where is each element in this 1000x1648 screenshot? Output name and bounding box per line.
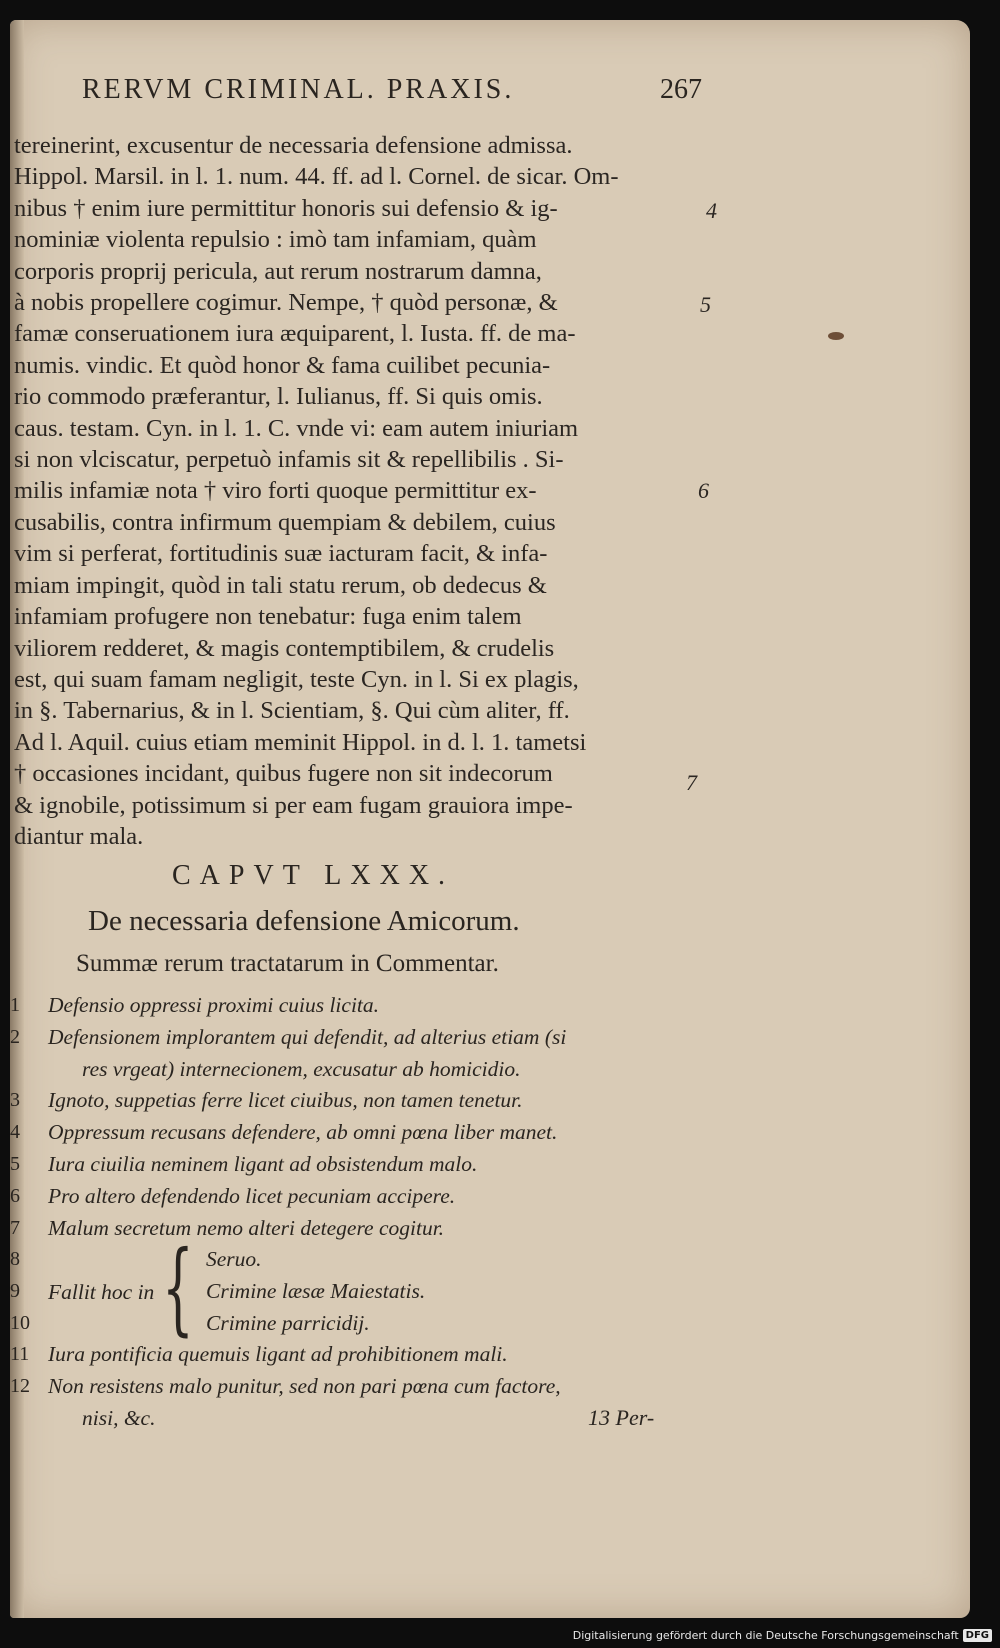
item-text: Pro altero defendendo licet pecuniam accipere. — [48, 1183, 456, 1208]
body-line: & ignobile, potissimum si per eam fugam grauiora impe- — [14, 791, 573, 819]
brace-option: Crimine læsæ Maiestatis. — [206, 1279, 426, 1304]
item-number: 3 — [10, 1089, 20, 1112]
summary-list — [10, 990, 690, 1435]
body-line: cusabilis, contra infirmum quempiam & debilem, cuius — [14, 508, 556, 536]
body-line: † occasiones incidant, quibus fugere non sit indecorum — [14, 760, 553, 788]
body-line: famæ conseruationem iura æquiparent, l. Iusta. ff. de ma- — [14, 320, 576, 348]
body-line: tereinerint, excusentur de necessaria defensione admissa. — [14, 132, 573, 159]
body-line: vim si perferat, fortitudinis suæ iacturam facit, & infa- — [14, 540, 548, 568]
summary-item — [10, 1022, 690, 1054]
summary-item — [10, 1371, 690, 1403]
summary-item-continuation — [10, 1054, 690, 1086]
body-line: infamiam profugere non tenebatur: fuga enim talem — [14, 603, 522, 631]
body-line: est, qui suam famam negligit, teste Cyn. in l. Si ex plagis, — [14, 665, 579, 693]
item-number: 10 — [10, 1312, 30, 1335]
summary-item — [10, 1181, 690, 1213]
curly-brace-icon: { — [162, 1229, 194, 1347]
brace-lead-text: Fallit hoc in — [48, 1280, 155, 1305]
summary-item — [10, 1339, 690, 1371]
item-text: Iura ciuilia neminem ligant ad obsistendum malo. — [48, 1151, 478, 1176]
item-number: 7 — [10, 1216, 20, 1239]
summary-item — [10, 1085, 690, 1117]
body-line: in §. Tabernarius, & in l. Scientiam, §. Qui cùm aliter, ff. — [14, 697, 570, 725]
brace-option: Seruo. — [206, 1247, 262, 1272]
body-line: diantur mala. — [14, 822, 144, 850]
brace-option: Crimine parricidij. — [206, 1311, 370, 1336]
item-text: Defensionem implorantem qui defendit, ad alterius etiam (si — [48, 1024, 567, 1049]
catchword: 13 Per- — [588, 1405, 655, 1430]
body-line: caus. testam. Cyn. in l. 1. C. vnde vi: eam autem iniuriam — [14, 414, 579, 442]
item-number: 9 — [10, 1280, 20, 1303]
summary-item — [10, 1149, 690, 1181]
body-line: nominiæ violenta repulsio : imò tam infamiam, quàm — [14, 226, 537, 254]
running-head-title: RERVM CRIMINAL. PRAXIS. — [82, 74, 515, 105]
brace-group — [10, 1229, 690, 1347]
item-number: 12 — [10, 1375, 30, 1398]
item-number: 5 — [10, 1152, 20, 1175]
body-line: à nobis propellere cogimur. Nempe, † quòd personæ, & — [14, 289, 558, 317]
margin-number: 6 — [698, 478, 709, 503]
running-head — [82, 74, 702, 106]
summary-heading: Summæ rerum tractatarum in Commentar. — [76, 950, 499, 977]
caput-heading: CAPVT LXXX. — [172, 860, 455, 891]
item-text: nisi, &c. — [82, 1405, 156, 1430]
body-line: viliorem redderet, & magis contemptibilem, & crudelis — [14, 634, 555, 662]
item-text: Non resistens malo punitur, sed non pari pœna cum factore, — [48, 1374, 561, 1399]
body-line: si non vlciscatur, perpetuò infamis sit & repellibilis . Si- — [14, 446, 564, 474]
item-number: 1 — [10, 994, 20, 1016]
body-line: rio commodo præferantur, l. Iulianus, ff. Si quis omis. — [14, 383, 543, 411]
digitization-footer — [573, 1629, 992, 1642]
item-text: res vrgeat) internecionem, excusatur ab homicidio. — [82, 1056, 521, 1081]
body-line: nibus † enim iure permittitur honoris sui defensio & ig- — [14, 194, 558, 222]
body-line: Hippol. Marsil. in l. 1. num. 44. ff. ad l. Cornel. de sicar. Om- — [14, 163, 619, 191]
item-number: 8 — [10, 1248, 20, 1271]
body-line: milis infamiæ nota † viro forti quoque permittitur ex- — [14, 477, 537, 505]
summary-item — [10, 990, 690, 1022]
item-number: 6 — [10, 1184, 20, 1207]
body-line: miam impingit, quòd in tali statu rerum, ob dedecus & — [14, 571, 547, 599]
body-line: corporis proprij pericula, aut rerum nostrarum damna, — [14, 257, 542, 285]
margin-number: 4 — [706, 198, 717, 223]
body-text — [14, 130, 694, 852]
summary-item — [10, 1117, 690, 1149]
item-number: 11 — [10, 1343, 30, 1366]
item-text: Defensio oppressi proximi cuius licita. — [48, 993, 380, 1017]
body-line: numis. vindic. Et quòd honor & fama cuilibet pecunia- — [14, 351, 551, 379]
item-number: 2 — [10, 1025, 20, 1048]
chapter-title: De necessaria defensione Amicorum. — [88, 905, 520, 937]
body-line: Ad l. Aquil. cuius etiam meminit Hippol. in d. l. 1. tametsi — [14, 728, 587, 756]
page-number: 267 — [660, 74, 702, 105]
margin-number: 7 — [686, 770, 697, 795]
dfg-logo: DFG — [963, 1629, 992, 1642]
summary-item — [10, 1213, 690, 1245]
item-text: Ignoto, suppetias ferre licet ciuibus, non tamen tenetur. — [48, 1088, 523, 1113]
ink-stain — [828, 332, 844, 340]
item-text: Oppressum recusans defendere, ab omni pœna liber manet. — [48, 1120, 558, 1145]
item-number: 4 — [10, 1121, 20, 1144]
margin-number: 5 — [700, 292, 711, 317]
item-text: Malum secretum nemo alteri detegere cogitur. — [48, 1215, 445, 1240]
footer-text: Digitalisierung gefördert durch die Deutsche Forschungsgemeinschaft — [572, 1629, 959, 1642]
item-text: Iura pontificia quemuis ligant ad prohibitionem mali. — [48, 1342, 508, 1367]
